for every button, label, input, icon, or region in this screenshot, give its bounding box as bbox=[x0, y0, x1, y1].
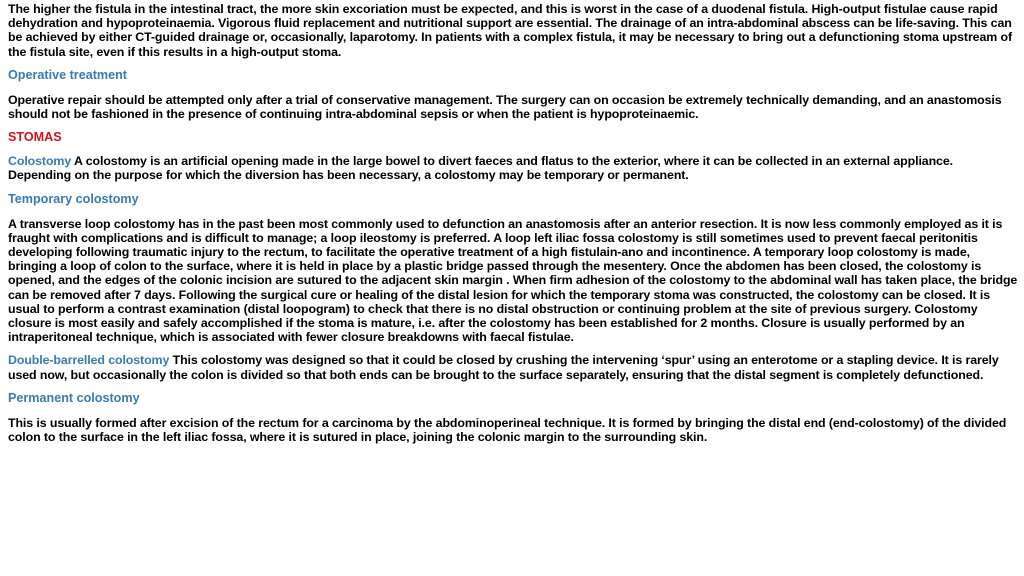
colostomy-body: A colostomy is an artificial opening made in the large bowel to divert faeces and flatus to the exterior, where it can be collected in an external appliance. Depending on the purpose for which the diversion has been necessary, a colostomy may be temporary or permanent. bbox=[8, 154, 953, 183]
operative-treatment-heading: Operative treatment bbox=[8, 67, 127, 82]
temporary-colostomy-heading: Temporary colostomy bbox=[8, 191, 139, 206]
intro-paragraph: The higher the fistula in the intestinal tract, the more skin excoriation must be expected, and this is worst in the case of a duodenal fistula. High-output fistulae cause rapid dehydration and hypoproteinaemia. Vigorous fluid replacement and nutritional support are essential. The drainage of an intra-abdominal abscess can be life-saving. This can be achieved by either CT-guided drainage or, occasionally, laparotomy. In patients with a complex fistula, it may be necessary to bring out a defunctioning stoma upstream of the fistula site, even if this results in a high-output stoma. bbox=[8, 2, 1013, 59]
permanent-colostomy-paragraph: This is usually formed after excision of the rectum for a carcinoma by the abdominoperineal technique. It is formed by bringing the distal end (end-colostomy) of the divided colon to the surface in the left iliac fossa, where it is sutured in place, joining the colonic margin to the surrounding skin. bbox=[8, 415, 1007, 445]
spacer bbox=[8, 406, 1018, 416]
temporary-colostomy-paragraph: A transverse loop colostomy has in the past been most commonly used to defunction an anastomosis after an anterior resection. It is now less commonly employed as it is fraught with complications and is difficult to manage; a loop ileostomy is preferred. A loop left iliac fossa colostomy is still sometimes used to prevent faecal peritonitis developing following traumatic injury to the rectum, to facilitate the operative treatment of a high fistulain-ano and incontinence. A temporary loop colostomy is made, bringing a loop of colon to the surface, where it is held in place by a plastic bridge passed through the mesentery. Once the abdomen has been closed, the colostomy is opened, and the edges of the colonic incision are sutured to the adjacent skin margin . When firm adhesion of the colostomy to the abdominal wall has taken place, the bridge can be removed after 7 days. Following the surgical cure or healing of the distal lesion for which the temporary stoma was constructed, the colostomy can be closed. It is usual to perform a contrast examination (distal loopogram) to check that there is no distal obstruction or continuing problem at the site of previous surgery. Colostomy closure is most easily and safely accomplished if the stoma is mature, i.e. after the colostomy has been established for 2 months. Closure is usually performed by an intraperitoneal technique, which is associated with fewer closure breakdowns with faecal fistulae. bbox=[8, 216, 1018, 345]
double-barrelled-colostomy-heading: Double-barrelled colostomy bbox=[8, 353, 170, 368]
operative-treatment-paragraph: Operative repair should be attempted only after a trial of conservative management. The surgery can on occasion be extremely technically demanding, and an anastomosis should not be fashioned in the presence of continuing intra-abdominal sepsis or when the patient is hypoproteinaemic. bbox=[8, 92, 1002, 122]
spacer bbox=[8, 207, 1018, 217]
colostomy-heading: Colostomy bbox=[8, 154, 72, 169]
spacer bbox=[8, 183, 1018, 192]
spacer bbox=[8, 121, 1018, 130]
double-barrelled-colostomy-body: This colostomy was designed so that it could be closed by crushing the intervening ‘spur’ using an enterotome or a stapling device. It is rarely used now, but occasionally the colon is divided so that both ends can be brought to the surface separately, ensuring that the distal segment is completely defunctioned. bbox=[8, 353, 999, 382]
stomas-heading: STOMAS bbox=[8, 130, 62, 145]
permanent-colostomy-heading: Permanent colostomy bbox=[8, 390, 140, 405]
spacer bbox=[8, 59, 1018, 68]
spacer bbox=[8, 145, 1018, 154]
document-page bbox=[8, 2, 1018, 444]
double-barrelled-colostomy-paragraph bbox=[8, 353, 1018, 381]
spacer bbox=[8, 344, 1018, 353]
spacer bbox=[8, 382, 1018, 391]
colostomy-paragraph bbox=[8, 154, 1018, 182]
spacer bbox=[8, 83, 1018, 93]
